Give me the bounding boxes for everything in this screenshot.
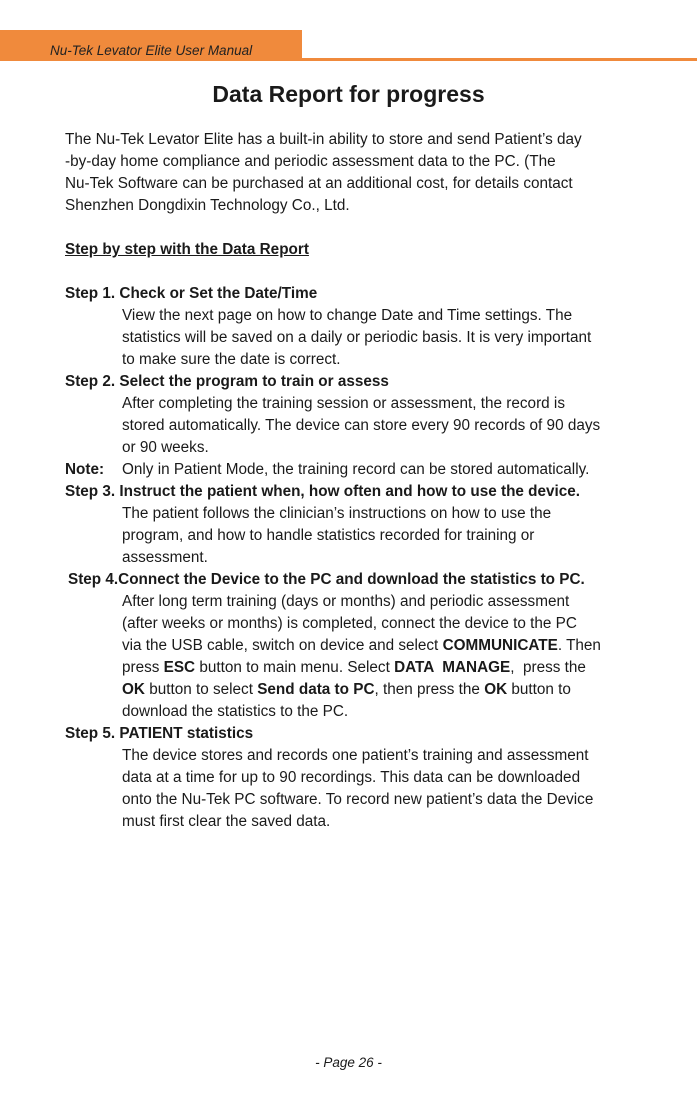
ok-keyword: OK xyxy=(484,681,508,698)
text-run: via the USB cable, switch on device and select xyxy=(122,637,443,654)
text-run: . Then xyxy=(557,637,601,654)
step-4-text: download the statistics to the PC. xyxy=(122,703,349,720)
step-5-text: data at a time for up to 90 recordings. This data can be downloaded xyxy=(122,769,581,786)
step-4-text xyxy=(122,635,601,657)
step-4-heading: Step 4.Connect the Device to the PC and download the statistics to PC. xyxy=(68,571,585,588)
intro-line: Nu-Tek Software can be purchased at an additional cost, for details contact xyxy=(65,175,573,192)
step-5-heading: Step 5. PATIENT statistics xyxy=(65,725,254,742)
note-label: Note: xyxy=(65,461,105,478)
step-4-text: After long term training (days or months) and periodic assessment xyxy=(122,593,570,610)
step-1-text: to make sure the date is correct. xyxy=(122,351,341,368)
section-heading: Step by step with the Data Report xyxy=(65,241,309,258)
header-rule xyxy=(302,58,697,61)
step-2-heading: Step 2. Select the program to train or assess xyxy=(65,373,389,390)
step-2-text: or 90 weeks. xyxy=(122,439,209,456)
intro-line: The Nu-Tek Levator Elite has a built-in ability to store and send Patient’s day xyxy=(65,131,582,148)
step-4-text xyxy=(122,679,571,701)
step-3-text: The patient follows the clinician’s instructions on how to use the xyxy=(122,505,552,522)
step-1-heading: Step 1. Check or Set the Date/Time xyxy=(65,285,318,302)
text-run: button to main menu. Select xyxy=(195,659,395,676)
ok-keyword: OK xyxy=(122,681,145,698)
header-tab xyxy=(0,30,302,61)
text-run: button to select xyxy=(144,681,258,698)
text-run: , press the xyxy=(510,659,586,676)
intro-line: Shenzhen Dongdixin Technology Co., Ltd. xyxy=(65,197,350,214)
step-4-text: (after weeks or months) is completed, connect the device to the PC xyxy=(122,615,577,632)
intro-line: -by-day home compliance and periodic assessment data to the PC. (The xyxy=(65,153,556,170)
page-number: - Page 26 - xyxy=(315,1055,382,1070)
esc-keyword: ESC xyxy=(163,659,196,676)
note-text: Only in Patient Mode, the training record can be stored automatically. xyxy=(122,461,590,478)
manual-title: Nu-Tek Levator Elite User Manual xyxy=(50,43,253,58)
step-2-text: stored automatically. The device can store every 90 records of 90 days xyxy=(122,417,601,434)
data-manage-keyword: DATA MANAGE xyxy=(394,659,511,676)
step-5-text: must first clear the saved data. xyxy=(122,813,331,830)
step-5-text: onto the Nu-Tek PC software. To record new patient’s data the Device xyxy=(122,791,594,808)
send-data-keyword: Send data to PC xyxy=(257,681,375,698)
step-1-text: statistics will be saved on a daily or periodic basis. It is very important xyxy=(122,329,592,346)
step-2-text: After completing the training session or assessment, the record is xyxy=(122,395,565,412)
step-4-text xyxy=(122,657,586,679)
step-3-text: assessment. xyxy=(122,549,208,566)
step-3-text: program, and how to handle statistics recorded for training or xyxy=(122,527,535,544)
step-3-heading: Step 3. Instruct the patient when, how often and how to use the device. xyxy=(65,483,581,500)
step-5-text: The device stores and records one patient’s training and assessment xyxy=(122,747,589,764)
page-title: Data Report for progress xyxy=(212,81,485,107)
text-run: button to xyxy=(507,681,571,698)
text-run: press xyxy=(122,659,164,676)
text-run: , then press the xyxy=(374,681,485,698)
communicate-keyword: COMMUNICATE xyxy=(442,637,558,654)
step-1-text: View the next page on how to change Date and Time settings. The xyxy=(122,307,573,324)
